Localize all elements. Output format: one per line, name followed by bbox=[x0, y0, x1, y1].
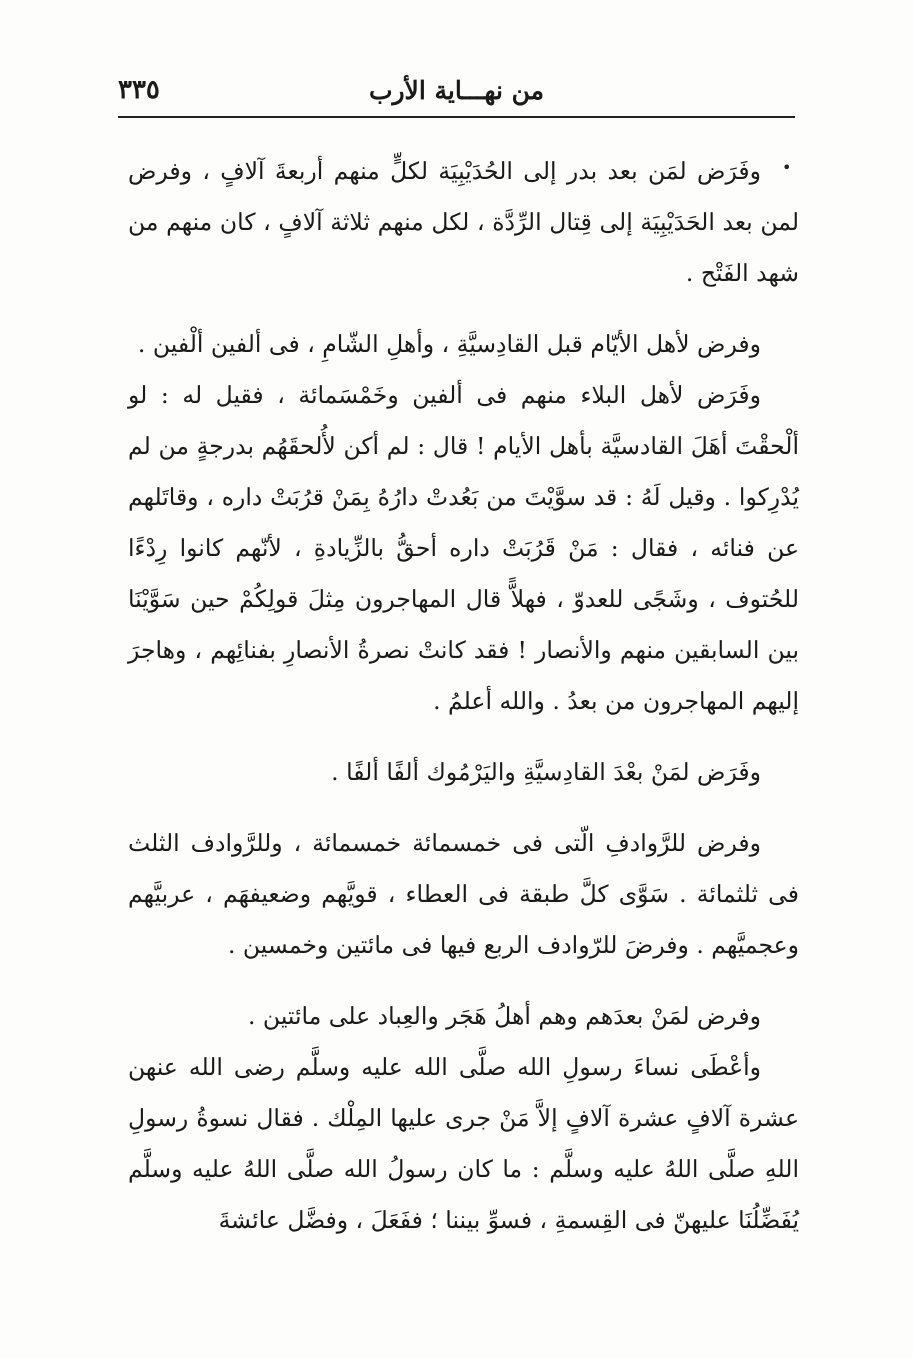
margin-mark: • bbox=[782, 158, 792, 177]
running-title: من نهـــاية الأرب bbox=[368, 75, 545, 105]
paragraph-2: وفرض لأهل الأيّام قبل القادِسيَّةِ ، وأهلِ الشّامِ ، فى ألفين ألْفين . bbox=[137, 330, 761, 358]
page-number: ٣٣٥ bbox=[118, 75, 160, 105]
paragraph-7: وأعْطَى نساءَ رسولِ الله صلَّى الله عليه وسلَّم رضى الله عنهن عشرة آلافٍ عشرة آلافٍ إلاَّ مَنْ جرى عليها المِلْك . فقال نسوةُ رسولِ اللهِ صلَّى اللهُ عليه وسلَّم : ما كان رسولُ الله صلَّى اللهُ عليه وسلَّم يُفَضِّلُنَا عليهنّ فى القِسمةِ ، فسوِّ بيننا ؛ ففَعَلَ ، وفضَّل عائشةَ bbox=[128, 1053, 799, 1234]
page-header bbox=[118, 70, 795, 110]
paragraph-6: وفرض لمَنْ بعدَهم وهم أهلُ هَجَر والعِباد على مائتين . bbox=[247, 1002, 761, 1030]
header-rule bbox=[118, 116, 795, 118]
text-body bbox=[128, 146, 799, 1246]
paragraph-1: وفَرَض لمَن بعد بدر إلى الحُدَيْبِيَة لكلٍّ منهم أربعةَ آلافٍ ، وفرض لمن بعد الحَدَيْبِيَة إلى قِتال الرِّدَّة ، لكل منهم ثلاثة آلافٍ ، كان منهم من شهد الفَتْح . bbox=[128, 157, 799, 287]
paragraph-4: وفَرَض لمَنْ بعْدَ القادِسيَّةِ واليَرْمُوك ألفًا ألفًا . bbox=[331, 758, 761, 786]
paragraph-5: وفرض للرَّوادفِ الّتى فى خمسمائة خمسمائة ، وللرَّوادف الثلث فى ثلثمائة . سَوَّى كلَّ طبقة فى العطاء ، قويَّهم وضعيفهَم ، عربيَّهم وعجميَّهم . وفرضَ للرّوادف الربع فيها فى مائتين وخمسين . bbox=[128, 829, 799, 959]
paragraph-3: وفَرَض لأهل البلاء منهم فى ألفين وخَمْسَمائة ، فقيل له : لو ألْحقْتَ أهَلَ القادسيَّة بأهل الأيام ! قال : لم أكن لأُلحقَهُم بدرجةٍ من لم يُدْرِكوا . وقيل لَهُ : قد سوَّيْتَ من بَعُدتْ دارُهُ بِمَنْ قرُبَتْ داره ، وقاتَلهم عن فنائه ، فقال : مَنْ قَرُبَتْ داره أحقُّ بالزِّيادةِ ، لأنّهم كانوا رِدْءًا للحُتوف ، وشَجًى للعدوّ ، فهلاًّ قال المهاجرون مِثلَ قولِكُمْ حين سَوَّيْنَا بين السابقين منهم والأنصار ! فقد كانتْ نصرةُ الأنصارِ بفنائِهم ، وهاجرَ إليهم المهاجرون من بعدُ . والله أعلمُ . bbox=[128, 381, 799, 715]
